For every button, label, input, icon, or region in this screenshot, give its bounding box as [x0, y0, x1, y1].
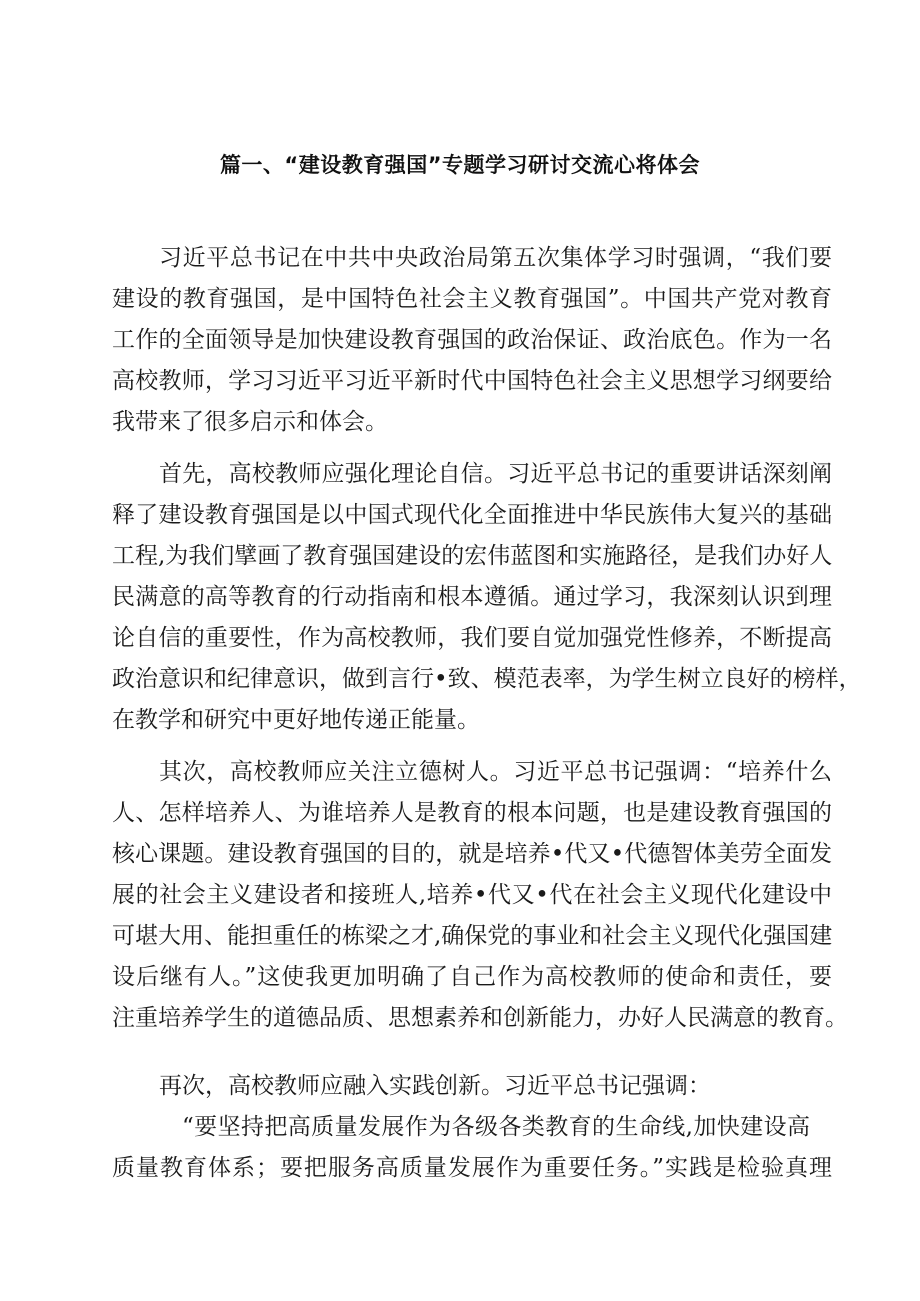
paragraph-3-line-1: 其次，高校教师应关注立德树人。习近平总书记强调：“培养什么: [159, 759, 832, 785]
paragraph-1-line-4: 高校教师，学习习近平习近平新时代中国特色社会主义思想学习纲要给: [112, 368, 832, 394]
paragraph-2-line-7: 在教学和研究中更好地传递正能量。: [112, 707, 480, 733]
paragraph-3-line-6: 设后继有人。”这使我更加明确了自己作为高校教师的使命和责任，要: [112, 964, 832, 990]
paragraph-1-line-3: 工作的全面领导是加快建设教育强国的政治保证、政治底色。作为一名: [112, 327, 832, 353]
paragraph-1-line-1: 习近平总书记在中共中央政治局第五次集体学习时强调，“我们要: [159, 245, 832, 271]
paragraph-2-line-1: 首先，高校教师应强化理论自信。习近平总书记的重要讲话深刻阐: [159, 461, 832, 487]
paragraph-2-line-4: 民满意的高等教育的行动指南和根本遵循。通过学习，我深刻认识到理: [112, 584, 832, 610]
paragraph-4-line-2: “要坚持把高质量发展作为各级各类教育的生命线,加快建设高: [182, 1114, 810, 1140]
paragraph-2-line-3: 工程,为我们擘画了教育强国建设的宏伟蓝图和实施路径，是我们办好人: [112, 543, 833, 569]
paragraph-3-line-2: 人、怎样培养人、为谁培养人是教育的根本问题，也是建设教育强国的: [112, 800, 832, 826]
paragraph-3-line-3: 核心课题。建设教育强国的目的，就是培养•代又•代德智体美劳全面发: [112, 841, 832, 867]
paragraph-3-line-4: 展的社会主义建设者和接班人,培养•代又•代在社会主义现代化建设中: [112, 882, 832, 908]
paragraph-2-line-5: 论自信的重要性，作为高校教师，我们要自觉加强党性修养，不断提高: [112, 625, 832, 651]
paragraph-3-line-5: 可堪大用、能担重任的栋梁之才,确保党的事业和社会主义现代化强国建: [112, 923, 833, 949]
paragraph-4-line-1: 再次，高校教师应融入实践创新。习近平总书记强调：: [159, 1073, 711, 1099]
paragraph-2-line-6: 政治意识和纪律意识，做到言行•致、模范表率，为学生树立良好的榜样，: [112, 666, 862, 692]
paragraph-1-line-2: 建设的教育强国，是中国特色社会主义教育强国”。中国共产党对教育: [112, 286, 832, 312]
document-title: 篇一、“建设教育强国”专题学习研讨交流心将体会: [219, 153, 701, 177]
paragraph-4-line-3: 质量教育体系；要把服务高质量发展作为重要任务。”实践是检验真理: [112, 1155, 832, 1181]
paragraph-3-line-7: 注重培养学生的道德品质、思想素养和创新能力，办好人民满意的教育。: [112, 1005, 848, 1031]
paragraph-2-line-2: 释了建设教育强国是以中国式现代化全面推进中华民族伟大复兴的基础: [112, 502, 832, 528]
paragraph-1-line-5: 我带来了很多启示和体会。: [112, 409, 388, 435]
